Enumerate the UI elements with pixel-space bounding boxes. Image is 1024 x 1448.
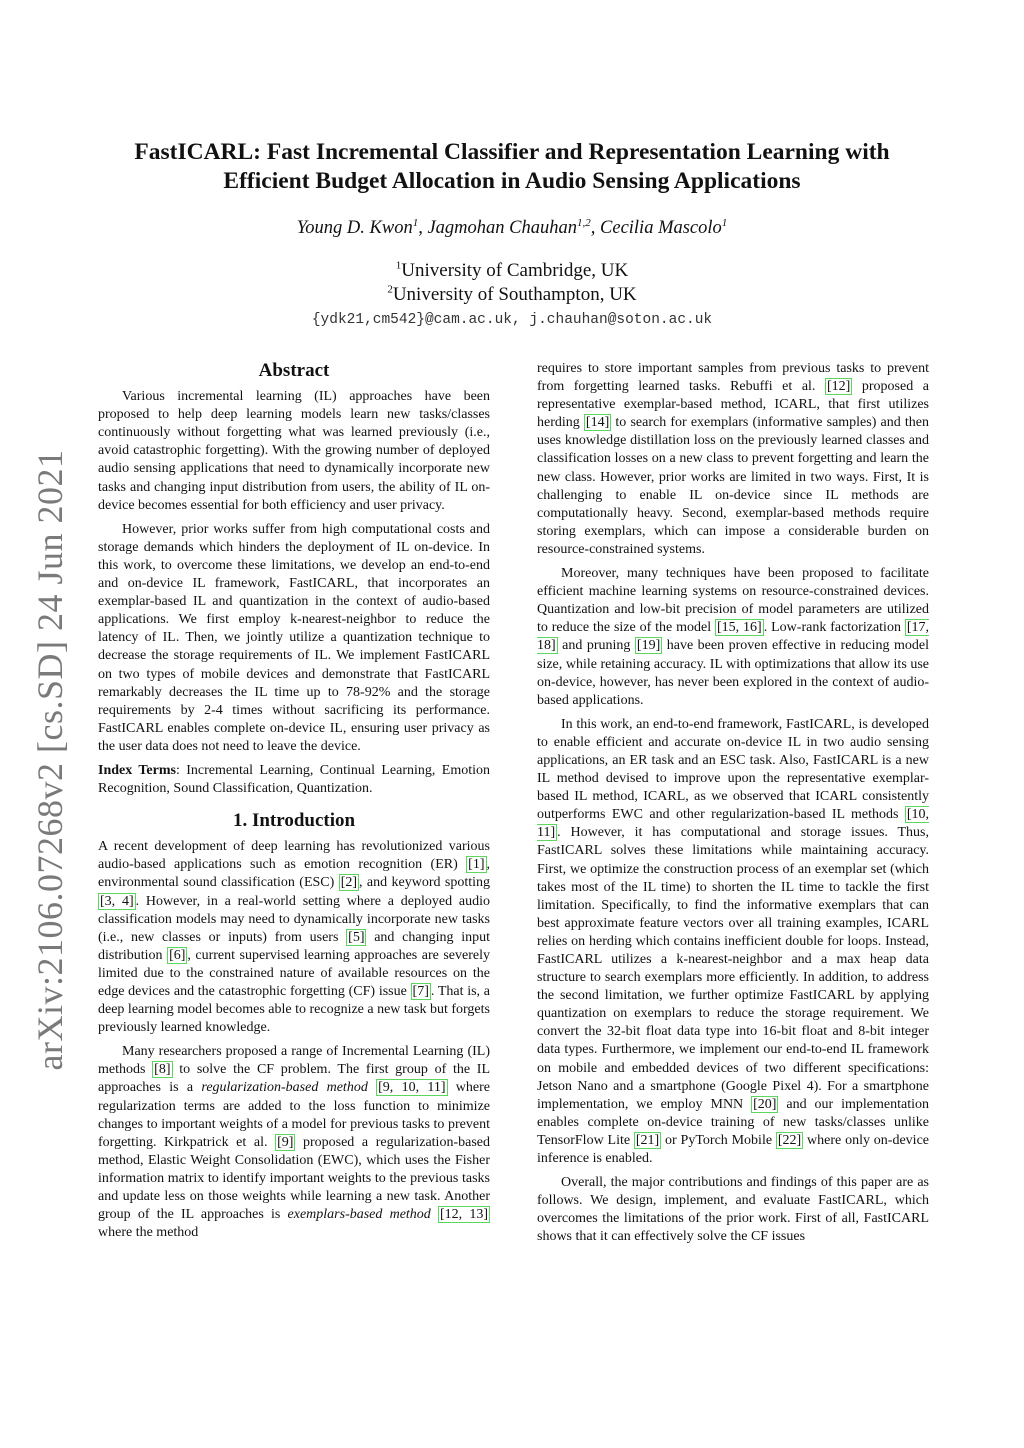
body-text: and changing input distribution [98, 929, 490, 963]
arxiv-identifier [30, 449, 70, 1071]
body-text: where only on-device inference is enabled. [537, 1132, 929, 1167]
body-text: Many researchers proposed a range of Incremental Learning (IL) methods [98, 1044, 490, 1078]
affiliation [90, 284, 934, 306]
author-affiliation-mark: 1,2 [577, 216, 591, 229]
affiliation-mark: 2 [387, 283, 393, 296]
author-name: Young D. Kwon [296, 218, 413, 238]
citation-link[interactable]: [9, 10, 11] [378, 1080, 446, 1096]
citation-link[interactable]: [1] [468, 857, 485, 873]
title-line-1: FastICARL: Fast Incremental Classifier and Representation Learning with [134, 139, 890, 165]
emphasis-text: regularization-based method [201, 1080, 368, 1096]
abstract-heading: Abstract [258, 360, 330, 381]
body-text: , current supervised learning approaches are severely limited due to the constrained nature of available resources on the edge devices and the catastrophic forgetting (CF) issue [98, 947, 490, 999]
paper-title [90, 138, 934, 196]
body-text: . However, it has computational and storage issues. Thus, FastICARL solves these limitations while maintaining accuracy. First, we optimize the construction process of an exemplar set (which takes most of the IL time) to shorten the IL time to tackle the first limitation. Specifically, to find the informative exemplars that can best approximate feature vectors over all training examples, ICARL relies on herding which contains inefficient double for loops. Instead, FastICARL utilizes a k-nearest-neighbor and a max heap data structure to search exemplars more efficiently. In addition, to address the second limitation, we further optimize FastICARL by applying quantization on exemplars to reduce the storage requirement. We convert the 32-bit float data type into 16-bit float and 8-bit integer data types. Furthermore, we implement our end-to-end IL framework on mobile and embedded devices of two different specifications: Jetson Nano and a smartphone (Google Pixel 4). For a smartphone implementation, we employ MNN [537, 825, 929, 1112]
body-text: or PyTorch Mobile [661, 1132, 776, 1148]
citation-link[interactable]: [2] [340, 875, 358, 891]
index-terms-label: Index Terms [98, 762, 176, 778]
body-text: where regularization terms are added to the loss function to minimize changes to important weights of a model for previous tasks to prevent forgetting. Kirkpatrick et al. [98, 1080, 491, 1150]
body-text: proposed a regularization-based method, Elastic Weight Consolidation (EWC), which uses the Fisher information matrix to identify important weights to the previous tasks and update less on those weights while learning a new task. Another group of the IL approaches is [98, 1134, 490, 1223]
citation-link[interactable]: [19] [636, 638, 661, 654]
section-heading-introduction: 1. Introduction [232, 810, 356, 832]
body-text: , environmental sound classification (ESC) [98, 857, 490, 891]
citation-link[interactable]: [9] [277, 1134, 294, 1150]
affiliation-name: University of Southampton, UK [392, 284, 637, 305]
citation-link[interactable]: [22] [777, 1132, 802, 1148]
author-separator: , [590, 218, 601, 238]
body-text: . That is, a deep learning model becomes able to recognize a new task but forgets previously learned knowledge. [98, 984, 490, 1036]
body-text: and pruning [557, 638, 635, 654]
body-text: . Low-rank factorization [763, 620, 905, 636]
citation-link[interactable]: [3, 4] [100, 893, 134, 909]
emphasis-text: exemplars-based method [287, 1207, 431, 1223]
citation-link[interactable]: [12] [827, 379, 851, 395]
left-column [98, 360, 490, 1248]
citation-link[interactable]: [15, 16] [717, 620, 762, 636]
body-text: to solve the CF problem. The first group of the IL approaches is a [98, 1062, 490, 1096]
body-text: have been proven effective in reducing model size, while retaining accuracy. IL with optimizations that allow its use on-device, however, has never been explored in the context of audio-based applications. [537, 638, 929, 708]
author-affiliation-mark: 1 [412, 216, 419, 229]
citation-link[interactable]: [8] [154, 1062, 171, 1078]
arxiv-identifier-text: arXiv:2106.07268v2 [cs.SD] 24 Jun 2021 [30, 449, 70, 1071]
body-text: requires to store important samples from previous tasks to prevent from forgetting learned tasks. Rebuffi et al. [537, 361, 929, 395]
body-text: , and keyword spotting [359, 875, 490, 891]
affiliation-name: University of Cambridge, UK [401, 260, 629, 281]
citation-link[interactable]: [21] [635, 1132, 660, 1148]
abstract-paragraph: Various incremental learning (IL) approaches have been proposed to help deep learning models learn new tasks/classes continuously without forgetting what was learned previously (i.e., avoid catastrophic forgetting). With the growing number of deployed audio sensing applications that need to dynamically incorporate new tasks and changing input distribution from users, the ability of IL on-device becomes essential for both efficiency and user privacy. [98, 389, 490, 513]
author-separator: , [418, 218, 428, 238]
body-text: A recent development of deep learning has revolutionized various audio-based applications such as emotion recognition (ER) [98, 839, 490, 873]
body-text: and our implementation enables complete on-device training of new tasks/classes unlike TensorFlow Lite [537, 1096, 929, 1148]
citation-link[interactable]: [5] [348, 929, 365, 945]
body-text [431, 1207, 438, 1222]
index-terms-text: : Incremental Learning, Continual Learning, Emotion Recognition, Sound Classification, Quantization. [98, 762, 490, 797]
citation-link[interactable]: [7] [412, 984, 429, 999]
body-paragraph [537, 716, 929, 1168]
citation-link[interactable]: [10, 11] [537, 807, 929, 841]
body-text: In this work, an end-to-end framework, FastICARL, is developed to enable efficient and accurate on-device IL in two audio sensing applications, an ER task and an ESC task. Also, FastICARL is a new IL method devised to improve upon the representative exemplar-based IL method, ICARL, as we observed that ICARL consistently outperforms EWC and other regularization-based IL methods [537, 716, 929, 823]
body-text: to search for exemplars (informative samples) and then uses knowledge distillation loss on the previously learned classes and classification losses on a new class to prevent forgetting and learn the new class. However, prior works are limited in two ways. First, It is challenging to enable IL on-device since IL methods are computationally heavy. Second, exemplar-based methods require storing exemplars, which can impose a considerable burden on resource-constrained systems. [537, 415, 929, 557]
body-text [368, 1080, 376, 1095]
citation-link[interactable]: [17, 18] [537, 620, 929, 654]
author-emails[interactable]: {ydk21,cm542}@cam.ac.uk, j.chauhan@soton.ac.uk [311, 312, 713, 328]
index-terms [98, 762, 490, 798]
author-name: Jagmohan Chauhan [427, 218, 578, 238]
body-text: where the method [98, 1225, 199, 1241]
body-paragraph [537, 565, 929, 710]
title-line-2: Efficient Budget Allocation in Audio Sensing Applications [223, 168, 801, 194]
body-text: proposed a representative exemplar-based method, ICARL, that first utilizes herding [537, 379, 929, 431]
body-text: Moreover, many techniques have been proposed to facilitate efficient machine learning systems on resource-constrained devices. Quantization and low-bit precision of model parameters are utilized to reduce the size of the model [537, 566, 929, 636]
body-paragraph [98, 1043, 490, 1242]
author-name: Cecilia Mascolo [600, 218, 722, 238]
citation-link[interactable]: [20] [753, 1096, 777, 1112]
affiliation [90, 260, 934, 282]
citation-link[interactable]: [6] [169, 947, 186, 963]
right-column [537, 360, 929, 1253]
body-text: . However, in a real-world setting where a deployed audio classification models may need to dynamically incorporate new tasks (i.e., new classes or inputs) from users [98, 893, 490, 945]
author-list [90, 218, 934, 239]
affiliation-mark: 1 [395, 259, 402, 272]
body-paragraph [537, 360, 929, 559]
body-paragraph [98, 838, 490, 1037]
author-affiliation-mark: 1 [721, 216, 728, 229]
citation-link[interactable]: [14] [585, 415, 610, 431]
citation-link[interactable]: [12, 13] [439, 1207, 488, 1223]
body-paragraph: Overall, the major contributions and findings of this paper are as follows. We design, implement, and evaluate FastICARL, which overcomes the limitations of the prior work. First of all, FastICARL shows that it can effectively solve the CF issues [537, 1175, 929, 1245]
abstract-paragraph: However, prior works suffer from high computational costs and storage demands which hinders the deployment of IL on-device. In this work, to overcome these limitations, we develop an end-to-end and on-device IL framework, FastICARL, that incorporates an exemplar-based IL and quantization in the context of audio-based applications. We first employ k-nearest-neighbor to reduce the latency of IL. Then, we jointly utilize a quantization technique to decrease the storage requirements of IL. We implement FastICARL on two types of mobile devices and demonstrate that FastICARL remarkably decreases the IL time up to 78-92% and the storage requirements by 2-4 times without sacrificing its performance. FastICARL enables complete on-device IL, ensuring user privacy as the user data does not need to leave the device. [98, 521, 490, 754]
